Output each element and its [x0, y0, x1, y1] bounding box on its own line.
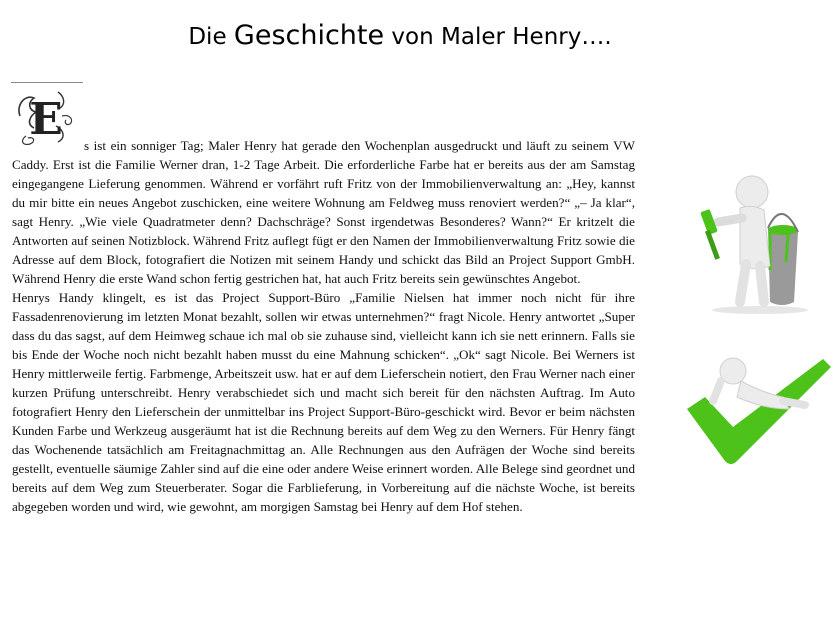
checkmark-figure-icon — [683, 353, 833, 468]
title-part-geschichte: Geschichte — [233, 20, 385, 51]
story-paragraph-2: Henrys Handy klingelt, es ist das Project Support-Büro „Familie Nielsen hat immer noch nicht für ihre Fassadenrenovierung im letzten Monat bezahlt, sollen wir etwas unternehmen?“ fragt Nicole. Henry antwortet „Super dass du das sagst, auf dem Heimweg schaue ich mal ob sie zuhause sind, vielleicht kann ich sie nett erinnern. Falls sie bis Ende der Woche noch nicht bezahlt haben musst du eine Mahnung schicken“. „Ok“ sagt Nicole. Bei Werners ist Henry mittlerweile fertig. Farbmenge, Arbeitszeit usw. hat er auf dem Lieferschein notiert, den Frau Werner nach einer kurzen Prüfung unterschreibt. Henry verabschiedet sich und macht sich bereit für den nächsten Auftrag. Im Auto fotografiert Henry den Lieferschein der unmittelbar ins Project Support-Büro-geschickt wird. Bevor er beim nächsten Kunden Farbe und Werkzeug ausgeräumt hat ist die Rechnung bereits auf dem Weg zu den Werners. Für Henry fängt das Wochenende tatsächlich am Freitagnachmittag an. Alle Rechnungen aus den Aufrägen der Woche sind bereits gestellt, eventuelle säumige Zahler sind auf die eine oder andere Weise erinnert worden. Alle Belege sind geordnet und bereits auf dem Weg zum Steuerberater. Sogar die Farblieferung, in Vorbereitung auf die nächste Woche, ist bereits abgegeben worden und wird, wie gewohnt, am morgigen Samstag bei Henry auf dem Hof stehen. — [12, 290, 635, 514]
story-paragraph-1: s ist ein sonniger Tag; Maler Henry hat gerade den Wochenplan ausgedruckt und läuft zu seinem VW Caddy. Erst ist die Familie Werner dran, 1-2 Tage Arbeit. Die erforderliche Farbe hat er bereits aus der am Samstag eingegangene Lieferung genommen. Während er vorfährt ruft Fritz von der Immobilienverwaltung an: „Hey, kannst du mir bitte ein neues Angebot zuschicken, eine weitere Wohnung am Feldweg muss renoviert werden?“ „– Ja klar“, sagt Henry. „Wie viele Quadratmeter denn? Dachschräge? Sonst irgendetwas Besonderes? Wann?“ Er kritzelt die Antworten auf seinen Notizblock. Während Fritz auflegt fügt er den Namen der Immobilienverwaltung Fritz sowie die Adresse auf dem Block, fotografiert die Notizen mit seinem Handy und schickt das Bild an Project Support GmbH. Während Henry die erste Wand schon fertig gestrichen hat, hat auch Fritz bereits sein gewünschtes Angebot. — [12, 138, 635, 286]
title-part-die: Die — [188, 24, 234, 50]
page-title — [0, 20, 800, 51]
initial-letter: E — [29, 94, 63, 145]
story-text — [12, 136, 635, 516]
title-part-rest: von Maler Henry…. — [384, 24, 612, 50]
initial-divider — [11, 82, 83, 83]
painter-figure-icon — [690, 170, 810, 315]
